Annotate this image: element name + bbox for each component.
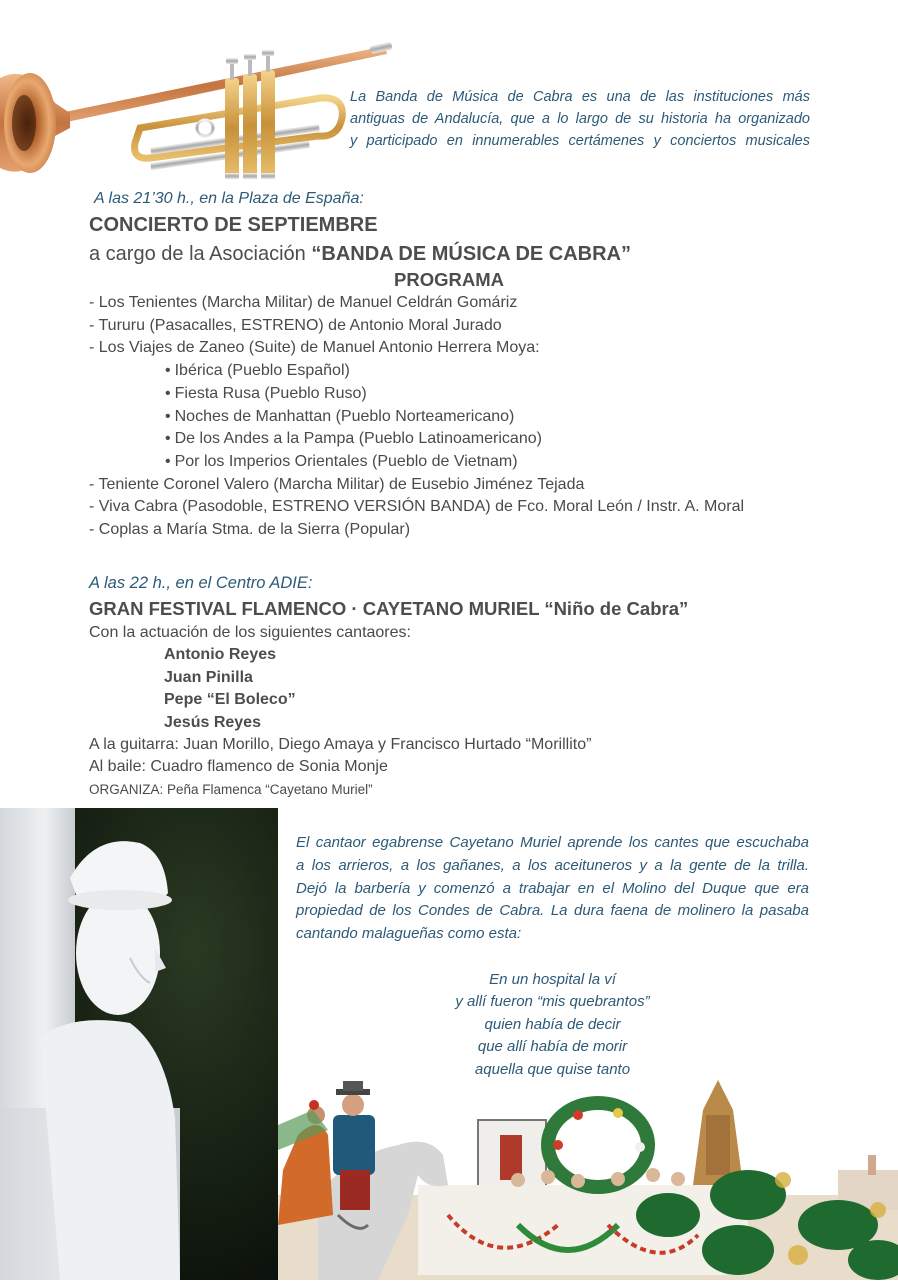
- program-item: - Viva Cabra (Pasodoble, ESTRENO VERSIÓN BANDA) de Fco. Moral León / Instr. A. Moral: [89, 498, 745, 516]
- festival-details: [89, 622, 789, 801]
- malaguena-poem: [400, 969, 705, 1081]
- movement-label: Fiesta Rusa (Pueblo Ruso): [174, 384, 367, 402]
- programa-label: PROGRAMA: [394, 269, 504, 290]
- singer-name: Pepe “El Boleco”: [164, 691, 296, 709]
- festival-intro: Con la actuación de los siguientes cantaores:: [89, 624, 411, 641]
- story-line: El cantaor egabrense Cayetano Muriel aprende los cantes que escuchaba: [296, 834, 809, 851]
- bullet-icon: •: [165, 430, 171, 448]
- concert-time-place: A las 21’30 h., en la Plaza de España:: [94, 190, 364, 207]
- program-item: - Teniente Coronel Valero (Marcha Militar) de Eusebio Jiménez Tejada: [89, 475, 585, 493]
- singer-name: Juan Pinilla: [164, 668, 253, 686]
- concert-program-list: [89, 292, 849, 542]
- story-line: cantando malagueñas como esta:: [296, 925, 522, 943]
- movement-label: Ibérica (Pueblo Español): [174, 362, 350, 380]
- band-name: “BANDA DE MÚSICA DE CABRA”: [311, 243, 632, 265]
- band-intro-text: [350, 86, 810, 152]
- intro-line: y participado en innumerables certámenes y conciertos musicales: [350, 133, 810, 149]
- program-item: - Coplas a María Stma. de la Sierra (Popular): [89, 521, 411, 539]
- bust-photo: [0, 808, 278, 1280]
- bullet-icon: •: [165, 452, 171, 470]
- intro-line: antiguas de Andalucía, que a lo largo de su historia ha organizado: [350, 111, 810, 127]
- dance-credits: Al baile: Cuadro flamenco de Sonia Monje: [89, 758, 388, 776]
- movement-label: Por los Imperios Orientales (Pueblo de Vietnam): [174, 452, 518, 470]
- poem-line: que allí había de morir: [477, 1038, 628, 1056]
- organizer: ORGANIZA: Peña Flamenca “Cayetano Muriel”: [89, 781, 373, 797]
- story-line: Dejó la barbería y comenzó a trabajar en el Molino del Duque que era: [296, 879, 809, 897]
- movement-label: Noches de Manhattan (Pueblo Norteamericano): [174, 407, 515, 425]
- intro-line: La Banda de Música de Cabra es una de las instituciones más: [350, 89, 810, 105]
- trumpet-image: [0, 18, 400, 193]
- suite-movement: [89, 428, 849, 451]
- bullet-icon: •: [165, 362, 171, 380]
- program-item: - Los Viajes de Zaneo (Suite) de Manuel Antonio Herrera Moya:: [89, 339, 540, 357]
- suite-movement: [89, 360, 849, 383]
- movement-label: De los Andes a la Pampa (Pueblo Latinoamericano): [174, 430, 542, 448]
- suite-movement: [89, 383, 849, 406]
- story-line: propiedad de los Condes de Cabra. La dura faena de molinero la pasaba: [296, 902, 809, 920]
- poem-line: En un hospital la ví: [489, 971, 616, 988]
- bullet-icon: •: [165, 407, 171, 425]
- festival-title: GRAN FESTIVAL FLAMENCO · CAYETANO MURIEL “Niño de Cabra”: [89, 598, 689, 619]
- subtitle-prefix: a cargo de la Asociación: [89, 243, 312, 265]
- feria-painting: [278, 1075, 898, 1280]
- suite-movement: [89, 406, 849, 429]
- program-item: - Tururu (Pasacalles, ESTRENO) de Antonio Moral Jurado: [89, 316, 502, 334]
- poem-line: aquella que quise tanto: [474, 1060, 631, 1078]
- singer-name: Jesús Reyes: [164, 713, 261, 731]
- poem-line: quien había de decir: [484, 1015, 621, 1033]
- singer-name: Antonio Reyes: [164, 646, 277, 664]
- program-item: - Los Tenientes (Marcha Militar) de Manuel Celdrán Gomáriz: [89, 294, 518, 311]
- story-line: a los arrieros, a los gañanes, a los aceituneros y a la gente de la trilla.: [296, 856, 809, 874]
- concert-title: CONCIERTO DE SEPTIEMBRE: [89, 214, 378, 236]
- concert-subtitle: [89, 243, 631, 266]
- suite-movement: [89, 451, 849, 474]
- poem-line: y allí fueron “mis quebrantos”: [455, 993, 650, 1011]
- guitar-credits: A la guitarra: Juan Morillo, Diego Amaya y Francisco Hurtado “Morillito”: [89, 736, 592, 754]
- cayetano-story: [296, 832, 809, 946]
- festival-time-place: A las 22 h., en el Centro ADIE:: [89, 574, 313, 592]
- bullet-icon: •: [165, 384, 171, 402]
- programa-heading: [0, 269, 898, 291]
